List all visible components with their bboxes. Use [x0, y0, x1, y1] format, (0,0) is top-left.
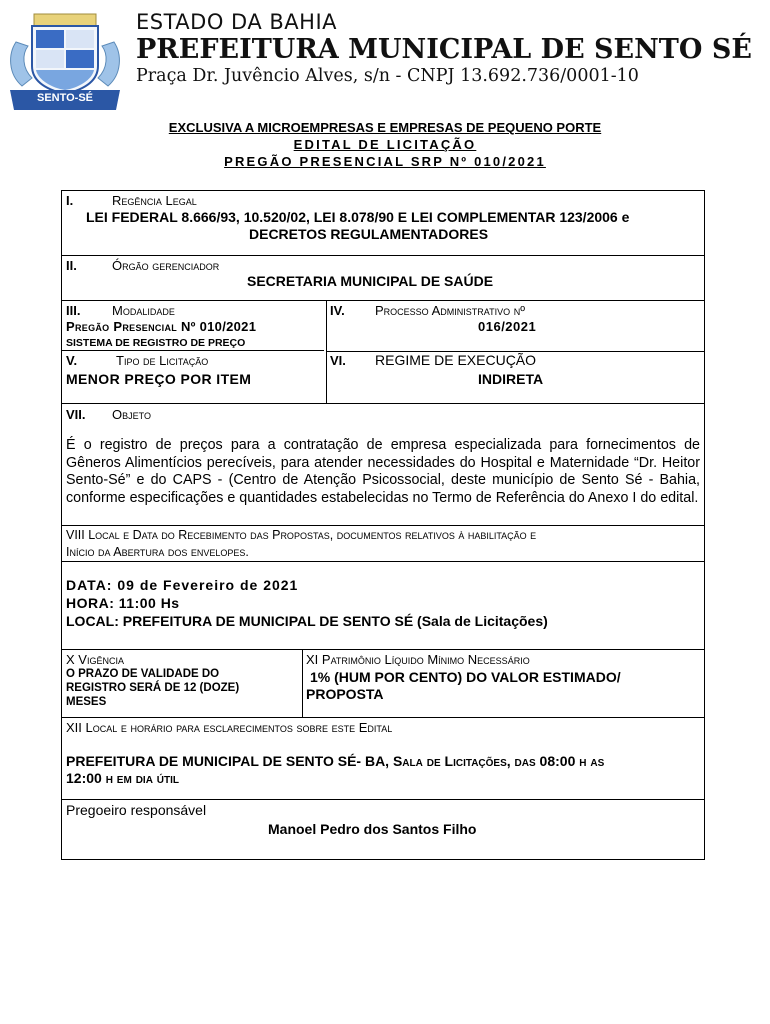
esclarecimentos-value-line2: 12:00 h em dia útil	[66, 770, 180, 786]
local-data-label-line2: Início da Abertura dos envelopes.	[66, 545, 249, 559]
objeto-number: VII.	[66, 407, 86, 422]
pregoeiro-name: Manoel Pedro dos Santos Filho	[268, 821, 477, 837]
patrimonio-label: XI Patrimônio Líquido Mínimo Necessário	[306, 652, 530, 667]
prefeitura-address: Praça Dr. Juvêncio Alves, s/n - CNPJ 13.692.736/0001-10	[136, 66, 639, 86]
objeto-text: É o registro de preços para a contratação de empresa especializada para fornecimentos de Gêneros Alimentícios perecíveis, para atender necessidades do Hospital e Maternidade “Dr. Heitor Sento-Sé” e do CAPS - (Centro de Atenção Psicossocial, deste município de Sento Sé - Bahia, conforme especificações e quantidades estabelecidas no Termo de Referência do Anexo I do edital.	[66, 437, 700, 506]
modalidade-label: Modalidade	[112, 303, 175, 318]
local-data-label-line1: VIII Local e Data do Recebimento das Propostas, documentos relativos à habilitação e	[66, 528, 537, 542]
patrimonio-value-line2: PROPOSTA	[306, 686, 384, 702]
modalidade-note: SISTEMA DE REGISTRO DE PREÇO	[66, 337, 246, 349]
tipo-label: Tipo de Licitação	[116, 353, 209, 368]
pregoeiro-label: Pregoeiro responsável	[66, 802, 207, 818]
patrimonio-value-line1: 1% (HUM POR CENTO) DO VALOR ESTIMADO/	[310, 669, 621, 685]
vigencia-value-line3: MESES	[66, 696, 107, 708]
processo-label: Processo Administrativo nº	[375, 303, 525, 318]
document-titles	[0, 119, 770, 170]
processo-number: IV.	[330, 303, 345, 318]
orgao-number: II.	[66, 258, 77, 273]
objeto-label: Objeto	[112, 407, 151, 422]
state-name: ESTADO DA BAHIA	[136, 10, 338, 34]
title-exclusiva: EXCLUSIVA A MICROEMPRESAS E EMPRESAS DE PEQUENO PORTE	[168, 120, 602, 135]
esclarecimentos-value-line1: PREFEITURA DE MUNICIPAL DE SENTO SÉ- BA, Sala de Licitações, das 08:00 h as	[66, 753, 605, 769]
modalidade-value: Pregão Presencial Nº 010/2021	[66, 319, 257, 334]
regencia-number: I.	[66, 193, 74, 208]
orgao-value: SECRETARIA MUNICIPAL DE SAÚDE	[247, 273, 494, 289]
tipo-value: MENOR PREÇO POR ITEM	[66, 371, 252, 387]
prefeitura-name: PREFEITURA MUNICIPAL DE SENTO SÉ	[136, 34, 752, 65]
regime-label: REGIME DE EXECUÇÃO	[375, 352, 537, 368]
esclarecimentos-label: XII Local e horário para esclarecimentos sobre este Edital	[66, 720, 393, 735]
regencia-label: Regência Legal	[112, 193, 197, 208]
tipo-number: V.	[66, 353, 78, 368]
edital-summary-table	[61, 190, 705, 860]
regencia-laws-line2: DECRETOS REGULAMENTADORES	[249, 226, 489, 242]
title-pregao: PREGÃO PRESENCIAL SRP Nº 010/2021	[224, 154, 546, 169]
licitacao-data: DATA: 09 de Fevereiro de 2021	[66, 577, 299, 593]
vigencia-value-line1: O PRAZO DE VALIDADE DO	[66, 668, 220, 680]
vigencia-label: X Vigência	[66, 652, 124, 667]
logo-banner-text: SENTO-SÉ	[36, 92, 94, 104]
licitacao-hora: HORA: 11:00 Hs	[66, 595, 180, 611]
processo-value: 016/2021	[478, 319, 537, 334]
regime-value: INDIRETA	[478, 371, 544, 387]
licitacao-local: LOCAL: PREFEITURA DE MUNICIPAL DE SENTO SÉ (Sala de Licitações)	[66, 613, 548, 629]
vigencia-value-line2: REGISTRO SERÁ DE 12 (DOZE)	[66, 682, 240, 694]
modalidade-number: III.	[66, 303, 81, 318]
title-edital: EDITAL DE LICITAÇÃO	[293, 137, 477, 152]
orgao-label: Órgão gerenciador	[112, 258, 220, 273]
regencia-laws-line1: LEI FEDERAL 8.666/93, 10.520/02, LEI 8.078/90 E LEI COMPLEMENTAR 123/2006 e	[86, 209, 630, 225]
regime-number: VI.	[330, 353, 346, 368]
